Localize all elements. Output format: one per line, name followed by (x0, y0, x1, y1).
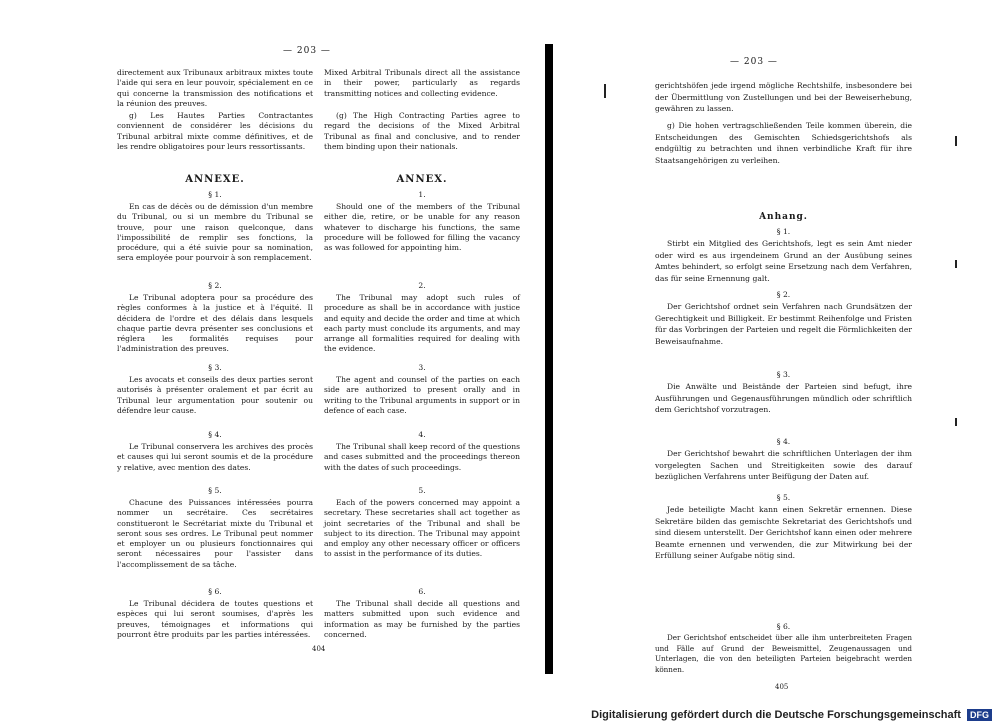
en-clause-g: (g) The High Contracting Parties agree to regard the decisions of the Mixed Arbitral Tribunal as final and conclusive, and to render them binding upon their nationals. (324, 111, 520, 151)
de-section-5: § 5. (776, 493, 791, 502)
fr-paragraph-5: Chacune des Puissances intéressées pourra nommer un secrétaire. Ces secrétaires constitueront le Secrétariat mixte du Tribunal et seront sous ses ordres. Le Tribunal peut nommer et employer un ou plusieurs fonctionnaires qui seront nécessaires pour l'assister dans l'accomplissement de sa tâche. (117, 498, 313, 569)
de-intro: gerichtshöfen jede irgend mögliche Rechtshilfe, insbesondere bei der Übermittlung von Zustellungen und bei der Beweiserhebung, gewähren zu lassen. (655, 81, 912, 113)
de-paragraph-5: Jede beteiligte Macht kann einen Sekretär ernennen. Diese Sekretäre bilden das gemischte Sekretariat des Gerichtshofs und sind diesem unterstellt. Der Gerichtshof kann einen oder mehrere Beamte ernennen und verwenden, die zur Mitwirkung bei der Erfüllung seiner Aufgabe nötig sind. (655, 505, 912, 560)
fr-paragraph-6: Le Tribunal décidera de toutes questions et espèces qui lui seront soumises, d'après les preuves, témoignages et informations qui pourront être produits par les parties intéressées. (117, 599, 313, 639)
dfg-logo: DFG (967, 709, 992, 721)
de-annex-heading: Anhang. (759, 212, 808, 222)
right-page-number: — 203 — (730, 57, 778, 67)
margin-mark (955, 418, 957, 426)
en-section-2: 2. (418, 281, 426, 290)
right-footer-number: 405 (775, 683, 789, 691)
de-paragraph-6: Der Gerichtshof entscheidet über alle ihm unterbreiteten Fragen und Fälle auf Grund der Beweismittel, Zeugenaussagen und Unterlagen, die von den beteiligten Parteien beigebracht werden können. (655, 633, 912, 674)
en-annex-heading: ANNEX. (396, 174, 448, 185)
margin-mark (604, 84, 606, 98)
en-section-1: 1. (418, 190, 426, 199)
fr-section-2: § 2. (208, 281, 222, 290)
en-section-6: 6. (418, 587, 426, 596)
en-section-5: 5. (418, 486, 426, 495)
de-paragraph-3: Die Anwälte und Beistände der Parteien sind befugt, ihre Ausführungen und Gegenausführungen mündlich oder schriftlich dem Gerichtshof vorzutragen. (655, 382, 912, 414)
fr-section-3: § 3. (208, 363, 222, 372)
en-paragraph-3: The agent and counsel of the parties on each side are authorized to present orally and in writing to the Tribunal arguments in support or in defence of each case. (324, 375, 520, 415)
fr-section-4: § 4. (208, 430, 222, 439)
fr-annex-heading: ANNEXE. (185, 174, 245, 185)
de-section-4: § 4. (776, 437, 791, 446)
digitization-banner (591, 709, 992, 721)
fr-intro: directement aux Tribunaux arbitraux mixtes toute l'aide qui sera en leur pouvoir, spécialement en ce qui concerne la transmission des notifications et la réunion des preuves. (117, 68, 313, 108)
en-paragraph-2: The Tribunal may adopt such rules of procedure as shall be in accordance with justice and equity and decide the order and time at which each party must conclude its arguments, and may arrange all formalities required for dealing with the evidence. (324, 293, 520, 354)
de-section-1: § 1. (776, 227, 791, 236)
en-paragraph-6: The Tribunal shall decide all questions and matters submitted upon such evidence and information as may be furnished by the parties concerned. (324, 599, 520, 639)
de-section-3: § 3. (776, 370, 791, 379)
fr-section-5: § 5. (208, 486, 222, 495)
margin-mark (955, 136, 957, 146)
fr-section-1: § 1. (208, 190, 222, 199)
de-paragraph-1: Stirbt ein Mitglied des Gerichtshofs, legt es sein Amt nieder oder wird es aus irgendeinem Grund an der Ausübung seines Amtes behindert, so erfolgt seine Ersetzung nach dem Verfahren, das für seine Ernennung galt. (655, 239, 912, 283)
de-section-6: § 6. (776, 622, 791, 631)
fr-paragraph-3: Les avocats et conseils des deux parties seront autorisés à présenter oralement et par écrit au Tribunal leur argumentation pour soutenir ou défendre leur cause. (117, 375, 313, 415)
en-paragraph-5: Each of the powers concerned may appoint a secretary. These secretaries shall act together as joint secretaries of the Tribunal and shall be subject to its direction. The Tribunal may appoint and employ any other necessary officer or officers to assist in the performance of its duties. (324, 498, 520, 559)
de-section-2: § 2. (776, 290, 791, 299)
en-intro: Mixed Arbitral Tribunals direct all the assistance in their power, particularly as regards transmitting notices and collecting evidence. (324, 68, 520, 98)
banner-text: Digitalisierung gefördert durch die Deutsche Forschungsgemeinschaft (591, 709, 961, 721)
page-spine (545, 44, 553, 674)
fr-clause-g: g) Les Hautes Parties Contractantes conviennent de considérer les décisions du Tribunal arbitral mixte comme définitives, et de les rendre obligatoires pour leurs ressortissants. (117, 111, 313, 151)
en-paragraph-1: Should one of the members of the Tribunal either die, retire, or be unable for any reason whatever to discharge his functions, the same procedure will be followed for filling the vacancy as was followed for appointing him. (324, 202, 520, 253)
en-paragraph-4: The Tribunal shall keep record of the questions and cases submitted and the proceedings thereon with the dates of such proceedings. (324, 442, 520, 472)
left-footer-number: 404 (312, 645, 326, 653)
en-section-3: 3. (418, 363, 426, 372)
fr-paragraph-1: En cas de décès ou de démission d'un membre du Tribunal, ou si un membre du Tribunal se trouve, pour une raison quelconque, dans l'impossibilité de remplir ses fonctions, la procédure, qui a été suivie pour sa nomination, sera employée pour pourvoir à son remplacement. (117, 202, 313, 263)
fr-paragraph-2: Le Tribunal adoptera pour sa procédure des règles conformes à la justice et à l'équité. Il décidera de l'ordre et des délais dans lesquels chaque partie devra présenter ses conclusions et réglera les formalités requises pour l'administration des preuves. (117, 293, 313, 354)
margin-mark (955, 260, 957, 268)
fr-section-6: § 6. (208, 587, 222, 596)
fr-paragraph-4: Le Tribunal conservera les archives des procès et causes qui lui seront soumis et de la procédure y relative, avec mention des dates. (117, 442, 313, 472)
de-paragraph-2: Der Gerichtshof ordnet sein Verfahren nach Grundsätzen der Gerechtigkeit und Billigkeit. Er bestimmt Reihenfolge und Fristen für das Vorbringen der Parteien und regelt die Förmlichkeiten der Beweisaufnahme. (655, 302, 912, 346)
de-paragraph-4: Der Gerichtshof bewahrt die schriftlichen Unterlagen der ihm vorgelegten Sachen und Streitigkeiten sowie des darauf bezüglichen Verfahrens unter Beifügung der Daten auf. (655, 449, 912, 481)
left-page-number: — 203 — (283, 46, 331, 56)
de-clause-g: g) Die hohen vertragschließenden Teile kommen überein, die Entscheidungen des Gemischten Schiedsgerichtshofs als endgültig zu betrachten und ihnen verbindliche Kraft für ihre Staatsangehörigen zu verleihen. (655, 121, 912, 165)
en-section-4: 4. (418, 430, 426, 439)
